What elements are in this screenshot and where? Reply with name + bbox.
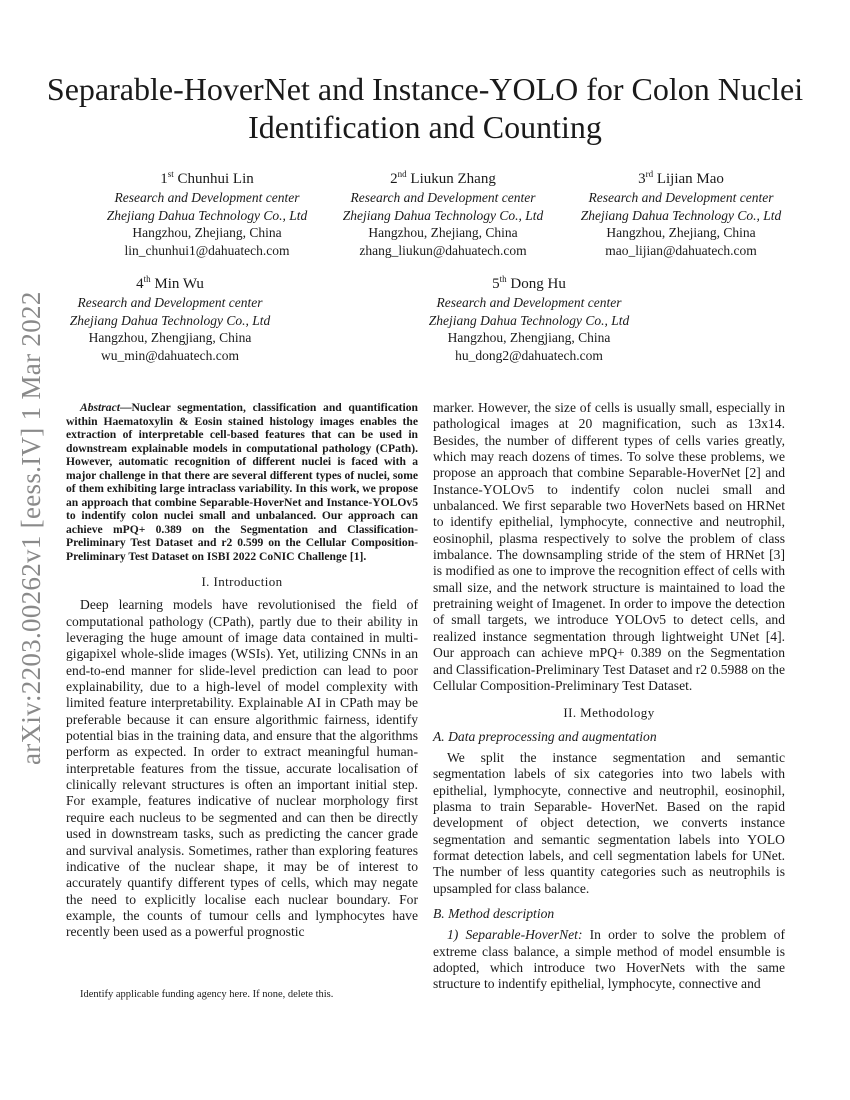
paper-title: Separable-HoverNet and Instance-YOLO for Colon Nuclei Identification and Counting	[46, 71, 804, 145]
author-org: Zhejiang Dahua Technology Co., Ltd	[342, 207, 544, 223]
section-heading-introduction: I. Introduction	[201, 574, 283, 589]
author-city: Hangzhou, Zhejiang, China	[132, 225, 282, 240]
author-city: Hangzhou, Zhengjiang, China	[447, 330, 611, 345]
author-org: Zhejiang Dahua Technology Co., Ltd	[580, 207, 782, 223]
author-email: lin_chunhui1@dahuatech.com	[124, 242, 290, 258]
separable-hovernet-paragraph	[433, 927, 785, 992]
author-block-4	[45, 270, 295, 364]
author-dept: Research and Development center	[588, 190, 774, 205]
arxiv-identifier: arXiv:2203.00262v1 [eess.IV] 1 Mar 2022	[16, 291, 46, 765]
right-column	[433, 400, 785, 993]
author-dept: Research and Development center	[77, 295, 263, 310]
separable-hovernet-text: In order to solve the problem of extreme class balance, a simple method of model ensumble is adopted, which introduce two HoverNets with the same structure to indentify epithelial, lymphocyte, connective and	[433, 927, 786, 992]
author-name: 5th Dong Hu	[492, 274, 566, 292]
author-email: hu_dong2@dahuatech.com	[455, 347, 603, 363]
author-email: zhang_liukun@dahuatech.com	[359, 242, 527, 258]
author-org: Zhejiang Dahua Technology Co., Ltd	[69, 312, 271, 328]
author-block-3	[556, 165, 806, 259]
author-name: 3rd Lijian Mao	[638, 169, 724, 187]
author-email: mao_lijian@dahuatech.com	[605, 242, 757, 258]
left-column	[66, 401, 418, 941]
author-name: 2nd Liukun Zhang	[390, 169, 496, 187]
author-name: 1st Chunhui Lin	[160, 169, 254, 187]
author-block-2	[318, 165, 568, 259]
separable-hovernet-label: 1) Separable-HoverNet:	[447, 927, 583, 943]
section-heading-methodology: II. Methodology	[563, 705, 655, 721]
author-city: Hangzhou, Zhengjiang, China	[88, 330, 252, 345]
subsection-heading-data: A. Data preprocessing and augmentation	[433, 728, 657, 744]
data-paragraph: We split the instance segmentation and semantic segmentation labels of six categories into two labels with epithelial, lymphocyte, connective and neutrophil, eosinophil, plasma to train Separable- HoverNet. Based on the rapid development of object detection, we converts instance segmentation and semantic segmentation labels into YOLO format detection labels, and cell segmentation labels for UNet. The number of less quantity categories such as neutrophils is upsampled for class balance.	[433, 749, 785, 896]
author-dept: Research and Development center	[114, 190, 300, 205]
author-email: wu_min@dahuatech.com	[100, 347, 240, 363]
subsection-heading-method-description: B. Method description	[433, 905, 555, 921]
abstract-text: —Nuclear segmentation, classification and quantification within Haematoxylin & Eosin stained histology images enables the extraction of interpretable cell-based features that can be used in downstream explainable models in computational pathology (CPath). However, automatic recognition of different nuclei is faced with a major challenge in that there are several different types of nuclei, some of them exhibiting large intraclass variability. In this work, we propose an approach that combine Separable-HoverNet and Instance-YOLOv5 to indentify colon nuclei small and unbalanced. Our approach can achieve mPQ+ 0.389 on the Segmentation and Classification-Preliminary Test Dataset and r2 0.599 on the Cellular Composition-Preliminary Test Dataset on ISBI 2022 CoNIC Challenge [1].	[66, 401, 418, 563]
abstract-label: Abstract	[80, 401, 120, 414]
author-dept: Research and Development center	[350, 190, 536, 205]
author-city: Hangzhou, Zhejiang, China	[606, 225, 756, 240]
author-block-1	[82, 165, 332, 259]
author-block-5	[404, 270, 654, 364]
author-name: 4th Min Wu	[136, 274, 204, 292]
author-org: Zhejiang Dahua Technology Co., Ltd	[106, 207, 308, 223]
intro-paragraph: Deep learning models have revolutionised the field of computational pathology (CPath), partly due to their ability in leveraging the huge amount of image data contained in multi-gigapixel whole-slide images (WSIs). Yet, utilizing CNNs in an end-to-end manner for slide-level prediction can lead to poor explainability, due to a high-level of model complexity with limited feature interpretability. Explainable AI in CPath may be preferable because it can ensure algorithmic fairness, identify potential bias in the training data, and ensure that the algorithms perform as expected. In order to extract meaningful human-interpretable features from the tissue, accurate localisation of clinically relevant structures is often an important initial step. For example, features indicative of nuclear morphology first require each nucleus to be segmented and can then be directly used in downstream tasks, such as predicting the cancer grade and survival analysis. Sometimes, rather than exploring features indicative of the nuclear shape, it may be of interest to accurately quantify different types of cells, which may negate the need to explicitly localise each nuclear boundary. For example, the counts of tumour cells and lymphocytes have recently been used as a powerful prognostic	[66, 597, 418, 940]
abstract	[66, 401, 418, 563]
intro-paragraph-continued: marker. However, the size of cells is usually small, especially in pathological images at 20 magnification, such as 13x14. Besides, the number of different types of cells varies greatly, which may reach dozens of times. To solve these problems, we propose an approach that combine Separable-HoverNet [2] and Instance-YOLOv5 to indentify colon nuclei small and unbalanced. We first separable two HoverNets based on HRNet to identify epithelial, lymphocyte, connective and neutrophil, eosinophil, plasma respectively to solve the problem of class imbalance. The downsampling stride of the stem of HRNet [3] is modified as one to improve the recognition effect of cells with small size, and the network structure is maintained to load the pretraining weight of Imagenet. In order to impove the detection of small targets, we introduce YOLOv5 to detect cells, and realized instance segmentation through lightweight UNet [4]. Our approach can achieve mPQ+ 0.389 on the Segmentation and Classification-Preliminary Test Dataset and r2 0.5988 on the Cellular Composition-Preliminary Test Dataset.	[433, 400, 785, 693]
author-org: Zhejiang Dahua Technology Co., Ltd	[428, 312, 630, 328]
author-city: Hangzhou, Zhejiang, China	[368, 225, 518, 240]
author-dept: Research and Development center	[436, 295, 622, 310]
footnote: Identify applicable funding agency here. If none, delete this.	[80, 989, 334, 1000]
